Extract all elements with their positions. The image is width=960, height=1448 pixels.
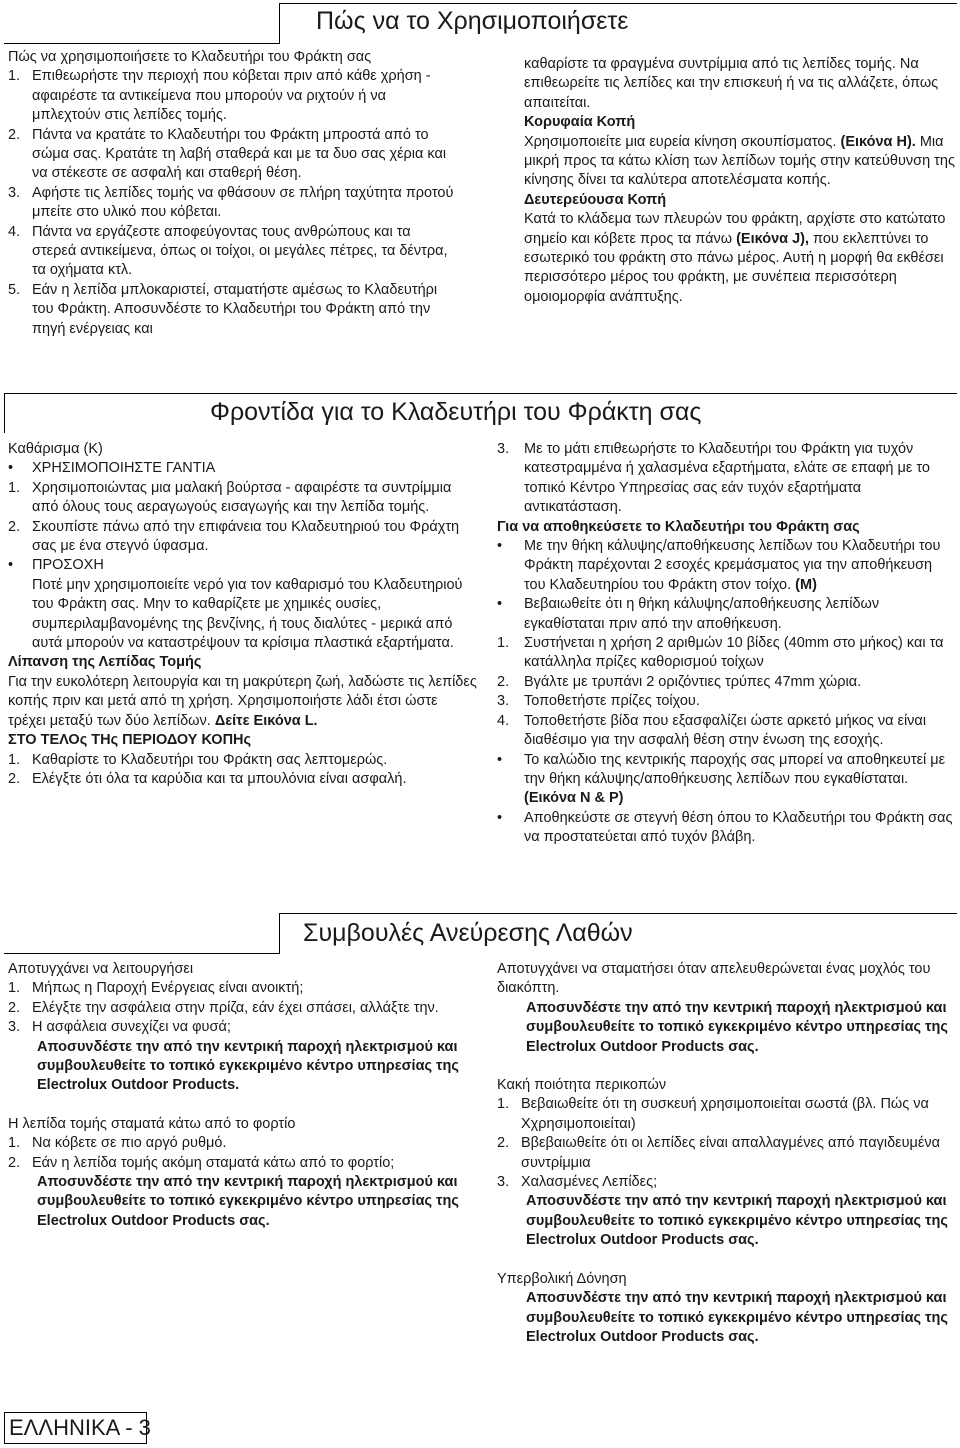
inspection-step: 3. Με το μάτι επιθεωρήστε το Κλαδευτήρι του Φράκτη για τυχόν κατεστραμμένα ή χαλασμένα εξαρτήματα, ελάτε σε επαφή με το τοπικό Κέντρο Υπηρεσίας σας εάν τυχόν εξαρτήματα αντικατάσταση. [497,441,930,516]
storage-step: 3. Τοποθετήστε πρίζες τοίχου. [497,693,700,710]
lubrication-heading: Λίπανση της Λεπίδας Τομής [8,654,202,671]
section3-left-column [8,960,478,1231]
caution-text: Ποτέ μην χρησιμοποιείτε νερό για τον καθαρισμό του Κλαδευτηριού του Φράκτη σας. Μην το καθαρίζετε με χημικές ουσίες, συμπεριλαμβανομένης της βενζίνης, ή τους διαλύτες - μερικά από αυτά μπορούν να καταστρέψουν τα κρίσιμα πλαστικά εξαρτήματα. [32,576,463,652]
banner3-top-line [279,913,957,914]
how-to-use-heading: Πώς να χρησιμοποιήσετε το Κλαδευτήρι του Φράκτη σας [8,49,372,65]
troubleshoot-step: 2. Εάν η λεπίδα τομής ακόμη σταματά κάτω από το φορτίο; [8,1154,395,1171]
banner1-top-line [279,3,957,4]
page-language-label: ΕΛΛΗΝΙΚΑ - 3 [4,1412,147,1444]
service-advice: Αποσυνδέστε την από την κεντρική παροχή ηλεκτρισμού και συμβουλευθείτε το τοπικό εγκεκριμένο κέντρο υπηρεσίας της Electrolux Outdoor Products σας. [526,1290,948,1345]
section1-right-column [497,55,955,307]
usage-step: 4. Πάντα να εργάζεστε αποφεύγοντας τους ανθρώπους και τα στερεά αντικείμενα, όπως οι τοίχοι, οι μεγάλες πέτρες, τα δέντρα, τα οχήματα κτλ. [8,223,448,279]
lubrication-text: Για την ευκολότερη λειτουργία και τη μακρύτερη ζωή, λαδώστε τις λεπίδες κοπής πριν και μετά από τη χρήση. Χρησιμοποιήστε λάδι έτσι ώστε τρέχει μεταξύ των δύο λεπίδων. Δείτε Εικόνα L. [8,673,477,729]
service-advice: Αποσυνδέστε την από την κεντρική παροχή ηλεκτρισμού και συμβουλευθείτε το τοπικό εγκεκριμένο κέντρο υπηρεσίας της Electrolux Outdoor Products. [37,1038,459,1094]
usage-step: 2. Πάντα να κρατάτε το Κλαδευτήρι του Φράκτη μπροστά από το σώμα σας. Κρατάτε τη λαβή σταθερά και με τα δυο σας χέρια και να στέκεστε σε ασφαλή και σταθερή θέση. [8,126,447,182]
banner2-top-line [4,393,957,394]
service-advice: Αποσυνδέστε την από την κεντρική παροχή ηλεκτρισμού και συμβουλευθείτε το τοπικό εγκεκριμένο κέντρο υπηρεσίας της Electrolux Outdoor Products σας. [526,999,948,1055]
figure-np-ref: (Εικόνα N & P) [524,790,624,807]
cleaning-continued-text: καθαρίστε τα φραγμένα συντρίμμια από τις λεπίδες τομής. Να επιθεωρείτε τις λεπίδες και την επισκευή ή να τις αλλάζετε, όπως απαιτείται. [524,56,939,111]
section3-title: Συμβουλές Ανεύρεσης Λαθών [303,919,633,947]
cleaning-step: 1. Χρησιμοποιώντας μια μαλακή βούρτσα - αφαιρέστε τα συντρίμμια από όλους τους αεραγωγούς εισαγωγής και την λεπίδα τομής. [8,479,452,516]
storage-heading: Για να αποθηκεύσετε το Κλαδευτήρι του Φράκτη σας [497,518,860,535]
top-cut-heading: Κορυφαία Κοπή [524,114,636,131]
vibration-heading: Υπερβολική Δόνηση [497,1270,627,1287]
section2-title: Φροντίδα για το Κλαδευτήρι του Φράκτη σας [210,398,702,426]
section1-left-column [8,48,458,339]
cleaning-heading: Καθάρισμα (K) [8,441,103,457]
storage-step: 2. Βγάλτε με τρυπάνι 2 οριζόντιες τρύπες 47mm χώρια. [497,673,862,690]
end-of-season-heading: ΣΤΟ ΤΕΛΟς ΤΗς ΠΕΡΙΟΔΟΥ ΚΟΠΗς [8,732,252,749]
troubleshoot-step: 2. Ββεβαιωθείτε ότι οι λεπίδες είναι απαλλαγμένες από παγιδευμένα συντρίμμια [497,1135,940,1171]
figure-l-ref: Δείτε Εικόνα L. [214,712,318,729]
troubleshoot-step: 3. Χαλασμένες Λεπίδες; [497,1174,658,1191]
storage-bullet: • Με την θήκη κάλυψης/αποθήκευσης λεπίδων του Κλαδευτήρι του Φράκτη παρέχονται 2 εσοχές κρεμάσματος για την αποθήκευση του Κλαδευτηρίου του Φράκτη στον τοίχο. (M) [497,538,941,593]
section2-left-column [8,440,478,789]
service-advice: Αποσυνδέστε την από την κεντρική παροχή ηλεκτρισμού και συμβουλευθείτε το τοπικό εγκεκριμένο κέντρο υπηρεσίας της Electrolux Outdoor Products σας. [526,1193,948,1249]
fail-to-stop-heading: Αποτυγχάνει να σταματήσει όταν απελευθερώνεται ένας μοχλός του διακόπτη. [497,961,931,997]
caution-label: • ΠΡΟΣΟΧΗ [8,557,104,574]
end-of-season-step: 2. Ελέγξτε ότι όλα τα καρύδια και τα μπουλόνια είναι ασφαλή. [8,770,407,787]
section3-right-column [497,960,955,1347]
figure-m-ref: (M) [795,576,817,593]
fail-to-operate-heading: Αποτυγχάνει να λειτουργήσει [8,961,194,977]
cleaning-step: 2. Σκουπίστε πάνω από την επιφάνεια του Κλαδευτηριού του Φράχτη σας με ένα στεγνό ύφασμα. [8,518,460,555]
banner1-bottom-line [4,43,280,44]
section1-title: Πώς να το Χρησιμοποιήσετε [316,7,629,35]
poor-quality-heading: Κακή ποιότητα περικοπών [497,1077,667,1094]
storage-step: 1. Συστήνεται η χρήση 2 αριθμών 10 βίδες (40mm στο μήκος) και τα κατάλληλα πρίζες καθορισμού τοίχων [497,635,944,671]
banner2-left-line [4,393,5,433]
figure-j-ref: (Εικόνα J), [736,230,809,247]
section2-right-column [497,440,955,848]
banner3-bottom-line [4,953,280,954]
troubleshoot-step: 1. Να κόβετε σε πιο αργό ρυθμό. [8,1135,227,1152]
service-advice: Αποσυνδέστε την από την κεντρική παροχή ηλεκτρισμού και συμβουλευθείτε το τοπικό εγκεκριμένο κέντρο υπηρεσίας της Electrolux Outdoor Products σας. [37,1174,459,1229]
storage-step: 4. Τοποθετήστε βίδα που εξασφαλίζει ώστε αρκετό μήκος να είναι διαθέσιμο για την ασφαλή θέση στην ένωση της εσοχής. [497,712,927,749]
storage-bullet: • Αποθηκεύστε σε στεγνή θέση όπου το Κλαδευτήρι του Φράκτη σας να προστατεύεται από τυχόν βλάβη. [497,809,953,846]
banner3-left-line [279,913,280,953]
second-cut-text: Κατά το κλάδεμα των πλευρών του φράκτη, αρχίστε στο κατώτατο σημείο και κόβετε προς τα πάνω (Εικόνα J), που εκλεπτύνει το εσωτερικό του φράκτη στο πάνω μέρος. Αυτή η μορφή θα εκθέσει περισσότερο μέρος του φράκτη, με συνέπεια περισσότερη ομοιομορφία ανάπτυξης. [524,211,946,305]
blade-stops-heading: Η λεπίδα τομής σταματά κάτω από το φορτίο [8,1115,296,1132]
storage-bullet: • Το καλώδιο της κεντρικής παροχής σας μπορεί να αποθηκευτεί με την θήκη κάλυψης/αποθήκευσης λεπίδων που εγκαθίσταται. (Εικόνα N & P) [497,751,946,807]
second-cut-heading: Δευτερεύουσα Κοπή [524,191,667,208]
top-cut-text: Χρησιμοποιείτε μια ευρεία κίνηση σκουπίσματος. (Εικόνα H). Μια μικρή προς τα κάτω κλίση των λεπίδων τομής στην κατεύθυνση της κίνησης δίνει τα καλύτερα αποτελέσματα κοπής. [524,133,955,189]
troubleshoot-step: 1. Μήπως η Παροχή Ενέργειας είναι ανοικτή; [8,980,304,997]
end-of-season-step: 1. Καθαρίστε το Κλαδευτήρι του Φράκτη σας λεπτομερώς. [8,751,388,768]
troubleshoot-step: 1. Βεβαιωθείτε ότι τη συσκευή χρησιμοποιείται σωστά (βλ. Πώς να Χχρησιμοποιείται) [497,1096,929,1132]
figure-h-ref: (Εικόνα H). [840,133,916,150]
gloves-warning: • ΧΡΗΣΙΜΟΠΟΙΗΣΤΕ ΓΑΝΤΙΑ [8,460,216,477]
usage-step: 3. Αφήστε τις λεπίδες τομής να φθάσουν σε πλήρη ταχύτητα προτού μπείτε στο υλικό που κόβεται. [8,184,454,221]
storage-bullet: • Βεβαιωθείτε ότι η θήκη κάλυψης/αποθήκευσης λεπίδων εγκαθίσταται πριν από την αποθήκευση. [497,596,880,632]
troubleshoot-step: 3. Η ασφάλεια συνεχίζει να φυσά; [8,1019,231,1036]
usage-step: 5. Εάν η λεπίδα μπλοκαριστεί, σταματήστε αμέσως το Κλαδευτήρι του Φράκτη. Αποσυνδέστε το Κλαδευτήρι του Φράκτη από την πηγή ενέργειας και [8,281,438,337]
troubleshoot-step: 2. Ελέγξτε την ασφάλεια στην πρίζα, εάν έχει σπάσει, αλλάξτε την. [8,999,439,1016]
banner1-left-line [279,3,280,43]
usage-step: 1. Επιθεωρήστε την περιοχή που κόβεται πριν από κάθε χρήση - αφαιρέστε τα αντικείμενα που μπορούν να ριχτούν ή να μπλεχτούν στις λεπίδες τομής. [8,68,431,124]
